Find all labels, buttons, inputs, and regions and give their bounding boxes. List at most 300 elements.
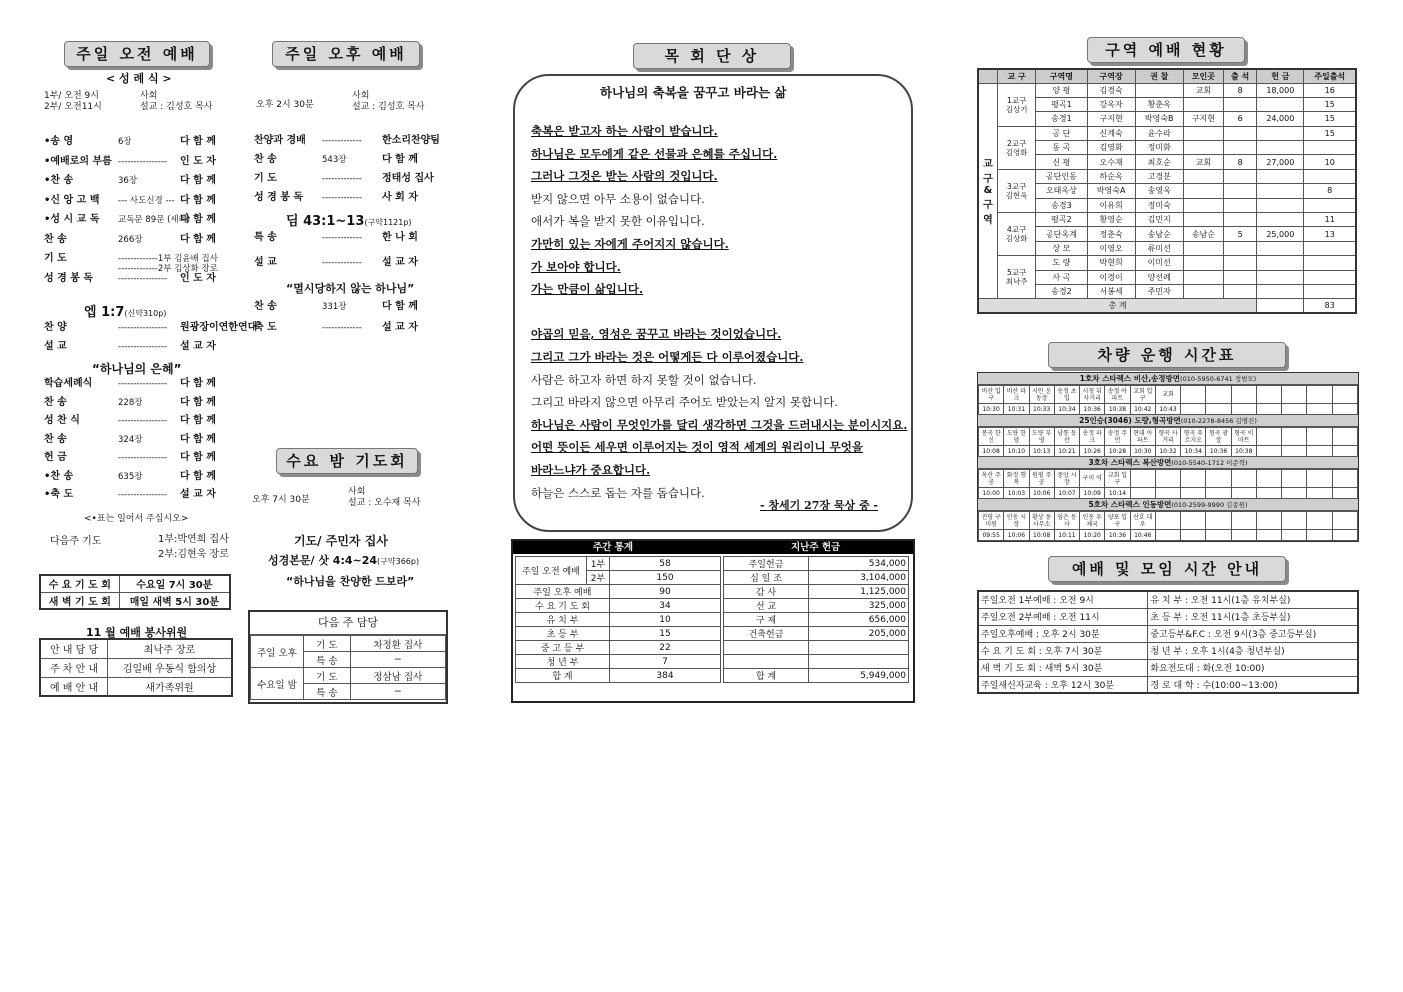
order-cell: •성 시 교 독 [44, 214, 100, 225]
order-row [0, 193, 460, 207]
order-cell: ---------------- [118, 379, 168, 389]
sacrament-subtitle: < 성 례 식 > [106, 72, 172, 85]
bus-empty-cell [1307, 428, 1332, 446]
order-cell: •찬 송 [44, 175, 74, 186]
district-cell [1224, 184, 1257, 198]
district-cell: 교회 [1183, 83, 1223, 97]
order-cell: 6장 [118, 137, 132, 147]
district-cell: 15 [1304, 112, 1356, 126]
bus-stop: 형곡 사거리 [1155, 428, 1180, 446]
bus-time: 10:31 [1004, 404, 1029, 415]
order-row [0, 472, 460, 486]
bus-times-row [979, 446, 1358, 457]
order-cell: •찬 송 [44, 470, 74, 482]
order-cell: 228장 [118, 397, 143, 408]
bus-stop: 송정 초입 [1054, 386, 1079, 404]
pastor-column-line: 가는 만큼이 삶입니다. [531, 282, 643, 297]
district-cell: 10 [1304, 155, 1356, 169]
afternoon-time: 오후 2시 30분 [256, 100, 314, 110]
bus-empty-cell [1181, 530, 1206, 541]
district-cell [1224, 169, 1257, 183]
bus-time: 10:38 [1231, 446, 1256, 457]
wednesday-time: 오후 7시 30분 [252, 495, 310, 505]
bus-route-name: 25인승(3046) 도량,형곡방면 [1079, 416, 1181, 425]
afternoon-scripture-ref: 딤 43:1~13 [286, 214, 365, 229]
next-week-role: 기 도 [304, 636, 351, 652]
order-cell: ---------------- [118, 323, 168, 333]
offering-amount: 534,000 [809, 557, 909, 571]
district-cell: 김경숙 [1087, 83, 1135, 97]
district-cell [1224, 198, 1257, 212]
bus-time: 10:21 [1054, 446, 1079, 457]
bus-empty-cell [1155, 530, 1180, 541]
order-cell: •예배로의 부름 [44, 155, 112, 167]
order-cell: 정태성 집사 [382, 173, 434, 184]
bus-route-phone: (010-2599-9990 김종원) [1171, 501, 1248, 509]
offering-amount: 656,000 [809, 613, 909, 627]
bus-route-table [978, 427, 1358, 457]
morning-times [44, 91, 102, 113]
order-cell: 원광장이연한연대 [180, 322, 258, 333]
district-header: 헌 금 [1257, 69, 1304, 83]
next-week-person: − [350, 652, 445, 668]
stats-label: 유 치 부 [516, 613, 610, 627]
bus-title: 차량 운행 시간표 [1048, 342, 1286, 368]
district-cell [1304, 284, 1356, 298]
next-week-person: 차정환 집사 [350, 636, 445, 652]
district-cell: 교회 [1183, 155, 1223, 169]
district-cell [1304, 256, 1356, 270]
district-cell: 정춘숙 [1087, 227, 1135, 241]
pastor-column-line: 사람은 하고자 하면 하지 못할 것이 없습니다. [531, 372, 757, 387]
bus-empty-cell [1282, 470, 1307, 488]
bus-empty-cell [1282, 512, 1307, 530]
district-cell: 송경1 [1036, 112, 1087, 126]
bus-time: 10:08 [979, 446, 1004, 457]
offering-label: 감 사 [724, 585, 809, 599]
meeting-name: 새 벽 기 도 회 [40, 592, 119, 609]
meeting-name: 수 요 기 도 회 [40, 575, 119, 592]
pastor-column-line: 그리고 바라지 않으면 아무리 주어도 받았는지 알지 못합니다. [531, 395, 838, 410]
district-cell: 최호순 [1135, 155, 1183, 169]
order-cell: ---------------- [118, 490, 168, 500]
district-cell [1183, 126, 1223, 140]
order-cell: -------------1부 김윤배 집사 -------------2부 김상화 장로 [118, 254, 218, 274]
bus-times-row [979, 404, 1358, 415]
bus-empty-cell [1282, 530, 1307, 541]
bus-time: 10:34 [1054, 404, 1079, 415]
bus-empty-cell [1206, 488, 1231, 499]
district-row [978, 169, 1356, 183]
bus-route-table [978, 385, 1358, 415]
district-cell [1183, 141, 1223, 155]
bus-route-name: 3호차 스타렉스 복산방면 [1088, 458, 1172, 467]
district-cell: 동 곡 [1036, 141, 1087, 155]
afternoon-presider: 사회 설교 : 김성호 목사 [352, 91, 425, 112]
wednesday-scripture-ref: 성경본문/ 삿 4:4~24 [268, 554, 378, 567]
bus-empty-cell [1181, 386, 1206, 404]
order-cell: 찬 양 [44, 322, 67, 333]
order-cell: ------------- [322, 233, 362, 243]
pastor-column-line: 하나님은 모두에게 같은 선물과 은혜를 주십니다. [531, 146, 778, 161]
bus-empty-cell [1256, 470, 1281, 488]
district-header: 구역명 [1036, 69, 1087, 83]
order-cell: •축 도 [44, 489, 74, 500]
bus-schedule [977, 372, 1359, 542]
order-cell: ------------- [322, 323, 362, 333]
order-cell: ------------- [322, 258, 362, 268]
morning-time-2: 2부/ 오전11시 [44, 102, 102, 112]
bus-empty-cell [1256, 404, 1281, 415]
order-cell: 한소리찬양팀 [382, 135, 440, 146]
district-cell: 강옥자 [1087, 97, 1135, 111]
offering-label: 주일헌금 [724, 557, 809, 571]
order-cell: 찬 송 [254, 301, 277, 312]
schedule-right: 초 등 부 : 오전 11시(1층 초등부실) [1148, 608, 1358, 625]
bus-route-table [978, 469, 1358, 499]
bus-route-table [978, 511, 1358, 541]
district-cell [1183, 184, 1223, 198]
bus-route-name: 5호차 스타렉스 인동방면 [1088, 500, 1172, 509]
order-row [0, 435, 460, 449]
order-row [0, 258, 460, 272]
pastor-column-line: 하늘은 스스로 돕는 자를 돕습니다. [531, 485, 705, 500]
district-cell [1257, 213, 1304, 227]
schedule-right: 유 치 부 : 오전 11시(1층 유치부실) [1148, 591, 1358, 608]
stats-sub: 1부 [587, 557, 610, 571]
wednesday-prayer: 기도/ 주민자 집사 [294, 534, 388, 548]
next-week-person: 정삼남 집사 [350, 668, 445, 684]
order-cell: 다 함 께 [180, 175, 216, 186]
next-week-person: − [350, 684, 445, 700]
district-row [978, 83, 1356, 97]
district-total: 83 [1304, 299, 1356, 313]
bus-stop: 중앙 시장 [1054, 470, 1079, 488]
stats-value: 10 [610, 613, 721, 627]
order-cell: 축 도 [254, 322, 277, 333]
district-cell: 16 [1304, 83, 1356, 97]
bus-stop: 현대 아파트 [1130, 428, 1155, 446]
bus-empty-cell [1181, 512, 1206, 530]
bus-route-header [978, 415, 1358, 427]
volunteers-table [39, 638, 233, 697]
pastor-column-line: 하나님은 사람이 무엇인가를 달리 생각하면 그것을 드러내시는 분이시지요. [531, 417, 908, 432]
bus-empty-cell [1256, 428, 1281, 446]
sunday-morning-title: 주일 오전 예배 [64, 41, 210, 67]
bus-stop: 구미 역 [1080, 470, 1105, 488]
order-cell: 266장 [118, 234, 143, 245]
volunteer-name: 새가족위원 [108, 677, 232, 696]
district-cell [1183, 198, 1223, 212]
district-cell [1183, 213, 1223, 227]
district-cell: 김민지 [1135, 213, 1183, 227]
district-cell: 13 [1304, 227, 1356, 241]
district-cell: 주민자 [1135, 284, 1183, 298]
district-cell: 송남순 [1183, 227, 1223, 241]
offering-amount [809, 655, 909, 669]
stats-label: 청 년 부 [516, 655, 610, 669]
schedule-left: 주일오후예배 : 오후 2시 30분 [978, 625, 1148, 642]
order-cell: 기 도 [254, 173, 277, 184]
bus-empty-cell [1332, 446, 1357, 457]
district-cell: 송영옥 [1135, 184, 1183, 198]
offering-label: 합 계 [724, 669, 809, 683]
bus-stops-row [979, 470, 1358, 488]
district-parish: 3교구 김현욱 [998, 169, 1036, 212]
bus-route-phone: (010-5540-1712 이준혁) [1171, 459, 1248, 467]
order-cell: 다 함 께 [180, 470, 216, 482]
district-cell [1257, 126, 1304, 140]
order-cell: ---------------- [118, 453, 168, 463]
district-cell: 이미선 [1135, 256, 1183, 270]
schedule-right: 경 로 대 학 : 수(10:00~13:00) [1148, 676, 1358, 693]
bus-empty-cell [1307, 404, 1332, 415]
bus-empty-cell [1206, 386, 1231, 404]
district-cell: 이경이 [1087, 270, 1135, 284]
morning-presider: 사회 설교 : 김성호 목사 [140, 91, 213, 112]
pastor-column-line: 가 보아야 합니다. [531, 259, 621, 274]
stats-label: 중 고 등 부 [516, 641, 610, 655]
bus-time: 10:13 [1029, 446, 1054, 457]
bus-empty-cell [1130, 470, 1155, 488]
order-cell: ------------- [322, 136, 362, 146]
district-cell [1257, 97, 1304, 111]
bus-empty-cell [1307, 470, 1332, 488]
offering-table [723, 556, 909, 683]
district-cell [1304, 270, 1356, 284]
bus-time: 10:08 [1029, 530, 1054, 541]
bus-stop: 원평 주공 [1029, 470, 1054, 488]
schedule-right: 중고등부&F.C : 오전 9시(3층 중고등부실) [1148, 625, 1358, 642]
bus-empty-cell [1307, 488, 1332, 499]
meeting-time: 수요일 7시 30분 [119, 575, 230, 592]
stats-value: 90 [610, 585, 721, 599]
pastor-column-line: 축복은 받고자 하는 사람이 받습니다. [531, 124, 718, 138]
order-cell: ------------- [322, 174, 362, 184]
offering-amount: 205,000 [809, 627, 909, 641]
district-cell [1304, 141, 1356, 155]
district-cell: 정미숙 [1135, 198, 1183, 212]
offering-amount: 325,000 [809, 599, 909, 613]
order-cell: 331장 [322, 302, 347, 312]
district-cell: 이영오 [1087, 241, 1135, 255]
stats-label: 합 계 [516, 669, 610, 683]
bus-stop: 송정 파크 [1080, 428, 1105, 446]
bus-stop: 옥산 주공 [979, 470, 1004, 488]
district-header: 출 석 [1224, 69, 1257, 83]
morning-scripture-ref: 엡 1:7 [84, 305, 125, 320]
next-week-service: 주일 오후 [251, 636, 304, 668]
wednesday-presider: 사회 설교 : 오수재 목사 [348, 487, 421, 508]
order-cell: 635장 [118, 471, 143, 482]
next-prayer-1: 1부:박연희 집사 [158, 534, 229, 545]
bus-times-row [979, 488, 1358, 499]
district-parish: 4교구 김상화 [998, 213, 1036, 256]
district-header: 권 찰 [1135, 69, 1183, 83]
district-cell: 김영화 [1087, 141, 1135, 155]
offering-amount: 3,104,000 [809, 571, 909, 585]
district-cell: 윤수라 [1135, 126, 1183, 140]
order-cell: 교독문 89문 (세례) [118, 215, 191, 225]
district-cell: 24,000 [1257, 112, 1304, 126]
offering-amount: 5,949,000 [809, 669, 909, 683]
weekly-stats-title: 주간 통계 [593, 542, 634, 553]
district-header: 구역장 [1087, 69, 1135, 83]
bus-stop: 비산 파크 [1004, 386, 1029, 404]
bus-empty-cell [1332, 428, 1357, 446]
bus-time: 10:42 [1130, 404, 1155, 415]
district-cell [1183, 97, 1223, 111]
order-cell: •송 영 [44, 136, 74, 147]
volunteer-role: 주 차 안 내 [40, 658, 108, 677]
district-cell: 15 [1304, 126, 1356, 140]
bus-stops-row [979, 512, 1358, 530]
next-prayer-2: 2부:김현욱 장로 [158, 549, 229, 560]
bus-empty-cell [1307, 386, 1332, 404]
order-cell: 324장 [118, 434, 143, 445]
sunday-afternoon-title: 주일 오후 예배 [272, 41, 420, 67]
order-row [0, 323, 460, 337]
district-cell [1224, 126, 1257, 140]
order-row [0, 490, 460, 504]
order-cell: 다 함 께 [180, 415, 216, 426]
order-cell: ---------------- [118, 273, 168, 284]
bus-time: 10:09 [1080, 488, 1105, 499]
order-cell: 설 교 자 [180, 489, 216, 500]
bus-stop: 비산 입구 [979, 386, 1004, 404]
district-cell: 구지현 [1087, 112, 1135, 126]
district-total-row [978, 299, 1356, 313]
bus-empty-cell [1307, 446, 1332, 457]
bus-stop: 인동 우체국 [1080, 512, 1105, 530]
district-cell [1304, 241, 1356, 255]
pastor-column-line: 받지 않으면 아무 소용이 없습니다. [531, 191, 705, 206]
bus-time: 10:03 [1004, 488, 1029, 499]
order-row [0, 274, 460, 288]
district-cell [1224, 213, 1257, 227]
schedule-right: 화요전도대 : 화(오전 10:00) [1148, 659, 1358, 676]
bus-stop: 남통 동산 [1054, 428, 1079, 446]
bus-empty-cell [1231, 512, 1256, 530]
order-cell: 학습세례식 [44, 378, 93, 389]
bus-empty-cell [1155, 470, 1180, 488]
order-cell: --- 사도신경 --- [118, 195, 175, 206]
bus-empty-cell [1282, 446, 1307, 457]
next-prayer-label: 다음주 기도 [50, 536, 102, 547]
bus-stop: 형곡 이마트 [1231, 428, 1256, 446]
bus-stop: 시민 운동장 [1029, 386, 1054, 404]
order-cell: 다 함 께 [382, 154, 418, 165]
order-cell: 다 함 께 [180, 214, 216, 225]
bus-time: 10:07 [1054, 488, 1079, 499]
district-cell [1135, 83, 1183, 97]
bus-empty-cell [1231, 470, 1256, 488]
district-parish: 5교구 최낙주 [998, 256, 1036, 299]
order-cell: 설 교 자 [382, 322, 418, 333]
district-cell [1224, 284, 1257, 298]
bus-empty-cell [1181, 488, 1206, 499]
district-cell: 27,000 [1257, 155, 1304, 169]
pastor-column-source: - 창세기 27장 묵상 중 - [760, 499, 878, 512]
order-row [0, 379, 460, 393]
bus-stop: 황상 동사무소 [1029, 512, 1054, 530]
district-cell: 18,000 [1257, 83, 1304, 97]
offering-label [724, 641, 809, 655]
district-cell [1257, 270, 1304, 284]
bus-empty-cell [1332, 386, 1357, 404]
stats-label: 수 요 기 도 회 [516, 599, 610, 613]
stats-value: 150 [610, 571, 721, 585]
bus-empty-cell [1282, 404, 1307, 415]
bus-time: 10:38 [1105, 404, 1130, 415]
order-cell: 다 함 께 [180, 396, 216, 408]
next-week-role: 기 도 [304, 668, 351, 684]
bus-route-header [978, 457, 1358, 469]
order-row [0, 233, 460, 247]
bus-time: 10:06 [1029, 488, 1054, 499]
order-row [0, 453, 460, 467]
bus-time: 10:34 [1181, 446, 1206, 457]
stats-value: 22 [610, 641, 721, 655]
order-cell: 다 함 께 [382, 301, 418, 312]
district-cell: 양선례 [1135, 270, 1183, 284]
district-cell: 평곡1 [1036, 97, 1087, 111]
stats-label: 주일 오후 예배 [516, 585, 610, 599]
district-row [978, 256, 1356, 270]
order-row [0, 398, 460, 412]
order-row [0, 342, 460, 356]
pastor-column-line: 가만히 있는 자에게 주어지지 않습니다. [531, 237, 729, 251]
order-cell: 사 회 자 [382, 192, 418, 203]
bus-time: 10:36 [1105, 530, 1130, 541]
bus-route-phone: (010-5950-6741 정범모) [1180, 375, 1257, 383]
bus-empty-cell [1206, 470, 1231, 488]
district-cell: 양 평 [1036, 83, 1087, 97]
order-cell: 다 함 께 [180, 233, 216, 245]
district-cell: 8 [1304, 184, 1356, 198]
district-header: 모인곳 [1183, 69, 1223, 83]
district-cell [1257, 141, 1304, 155]
pastor-column-line: 바라느냐가 중요합니다. [531, 463, 651, 477]
offering-label [724, 655, 809, 669]
bus-route-phone: (010-2278-8456 김명진) [1180, 417, 1257, 425]
order-cell: 특 송 [254, 232, 277, 243]
order-cell: 설 교 [254, 257, 277, 268]
bus-route-header [978, 373, 1358, 385]
order-cell: ---------------- [118, 156, 168, 167]
schedule-left: 주일새신자교육 : 오후 12시 30분 [978, 676, 1148, 693]
district-cell [1224, 97, 1257, 111]
order-cell: 다 함 께 [180, 452, 216, 463]
wednesday-scripture-page: (구약366p) [377, 557, 420, 566]
bus-time: 09:55 [979, 530, 1004, 541]
schedule-title: 예배 및 모임 시간 안내 [1048, 556, 1286, 582]
order-cell: 설 교 자 [382, 257, 418, 268]
order-row [0, 136, 460, 150]
schedule-left: 주일오전 1부예배 : 오전 9시 [978, 591, 1148, 608]
district-parish: 1교구 김상기 [998, 83, 1036, 126]
bus-empty-cell [1282, 386, 1307, 404]
district-cell: 오수재 [1087, 155, 1135, 169]
district-cell: 공단인동 [1036, 169, 1087, 183]
bus-empty-cell [1256, 488, 1281, 499]
order-cell: 다 함 께 [180, 136, 216, 147]
next-week-title: 다음 주 담당 [250, 612, 446, 635]
district-cell: 상 모 [1036, 241, 1087, 255]
bus-empty-cell [1155, 512, 1180, 530]
district-cell: 송경3 [1036, 198, 1087, 212]
order-row [0, 174, 460, 188]
